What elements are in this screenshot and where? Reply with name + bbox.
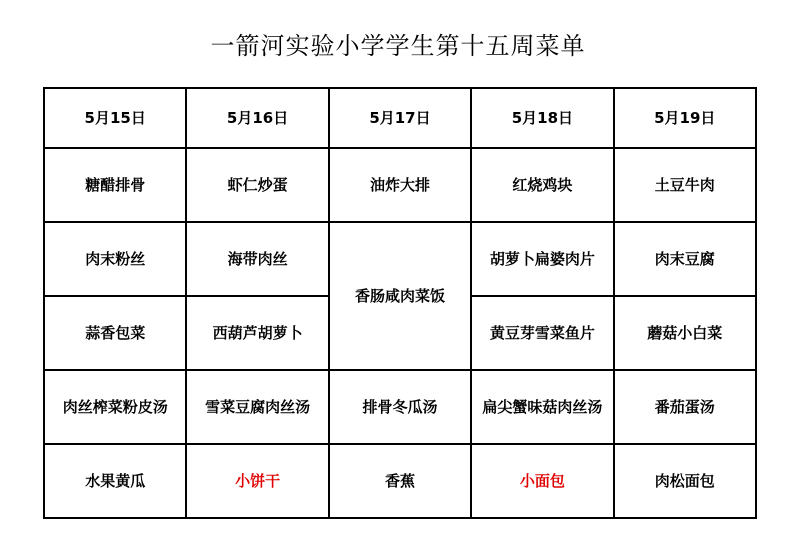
date-header: 5月19日 — [614, 88, 756, 148]
date-header: 5月15日 — [44, 88, 186, 148]
menu-cell: 水果黄瓜 — [44, 444, 186, 518]
menu-cell: 黄豆芽雪菜鱼片 — [471, 296, 613, 370]
page-title: 一箭河实验小学学生第十五周菜单 — [210, 32, 586, 60]
menu-cell: 土豆牛肉 — [614, 148, 756, 222]
menu-cell-highlighted: 小饼干 — [186, 444, 328, 518]
menu-cell: 西葫芦胡萝卜 — [186, 296, 328, 370]
menu-row-snack — [44, 444, 756, 518]
menu-cell: 虾仁炒蛋 — [186, 148, 328, 222]
menu-cell: 肉末粉丝 — [44, 222, 186, 296]
menu-cell: 香蕉 — [329, 444, 471, 518]
menu-cell-highlighted: 小面包 — [471, 444, 613, 518]
date-header: 5月17日 — [329, 88, 471, 148]
menu-cell: 红烧鸡块 — [471, 148, 613, 222]
menu-cell: 番茄蛋汤 — [614, 370, 756, 444]
menu-cell: 排骨冬瓜汤 — [329, 370, 471, 444]
menu-cell: 胡萝卜扁婆肉片 — [471, 222, 613, 296]
menu-cell-merged: 香肠咸肉菜饭 — [329, 222, 471, 370]
menu-row-main-dish — [44, 148, 756, 222]
menu-cell: 肉丝榨菜粉皮汤 — [44, 370, 186, 444]
menu-cell: 肉末豆腐 — [614, 222, 756, 296]
weekly-menu-table — [43, 87, 757, 519]
date-header: 5月16日 — [186, 88, 328, 148]
menu-cell: 蒜香包菜 — [44, 296, 186, 370]
menu-cell: 海带肉丝 — [186, 222, 328, 296]
menu-cell: 糖醋排骨 — [44, 148, 186, 222]
menu-cell: 蘑菇小白菜 — [614, 296, 756, 370]
menu-cell: 扁尖蟹味菇肉丝汤 — [471, 370, 613, 444]
menu-row-soup — [44, 370, 756, 444]
menu-cell: 油炸大排 — [329, 148, 471, 222]
date-header-row — [44, 88, 756, 148]
menu-cell: 肉松面包 — [614, 444, 756, 518]
date-header: 5月18日 — [471, 88, 613, 148]
menu-cell: 雪菜豆腐肉丝汤 — [186, 370, 328, 444]
menu-row-side-dish-1 — [44, 222, 756, 296]
